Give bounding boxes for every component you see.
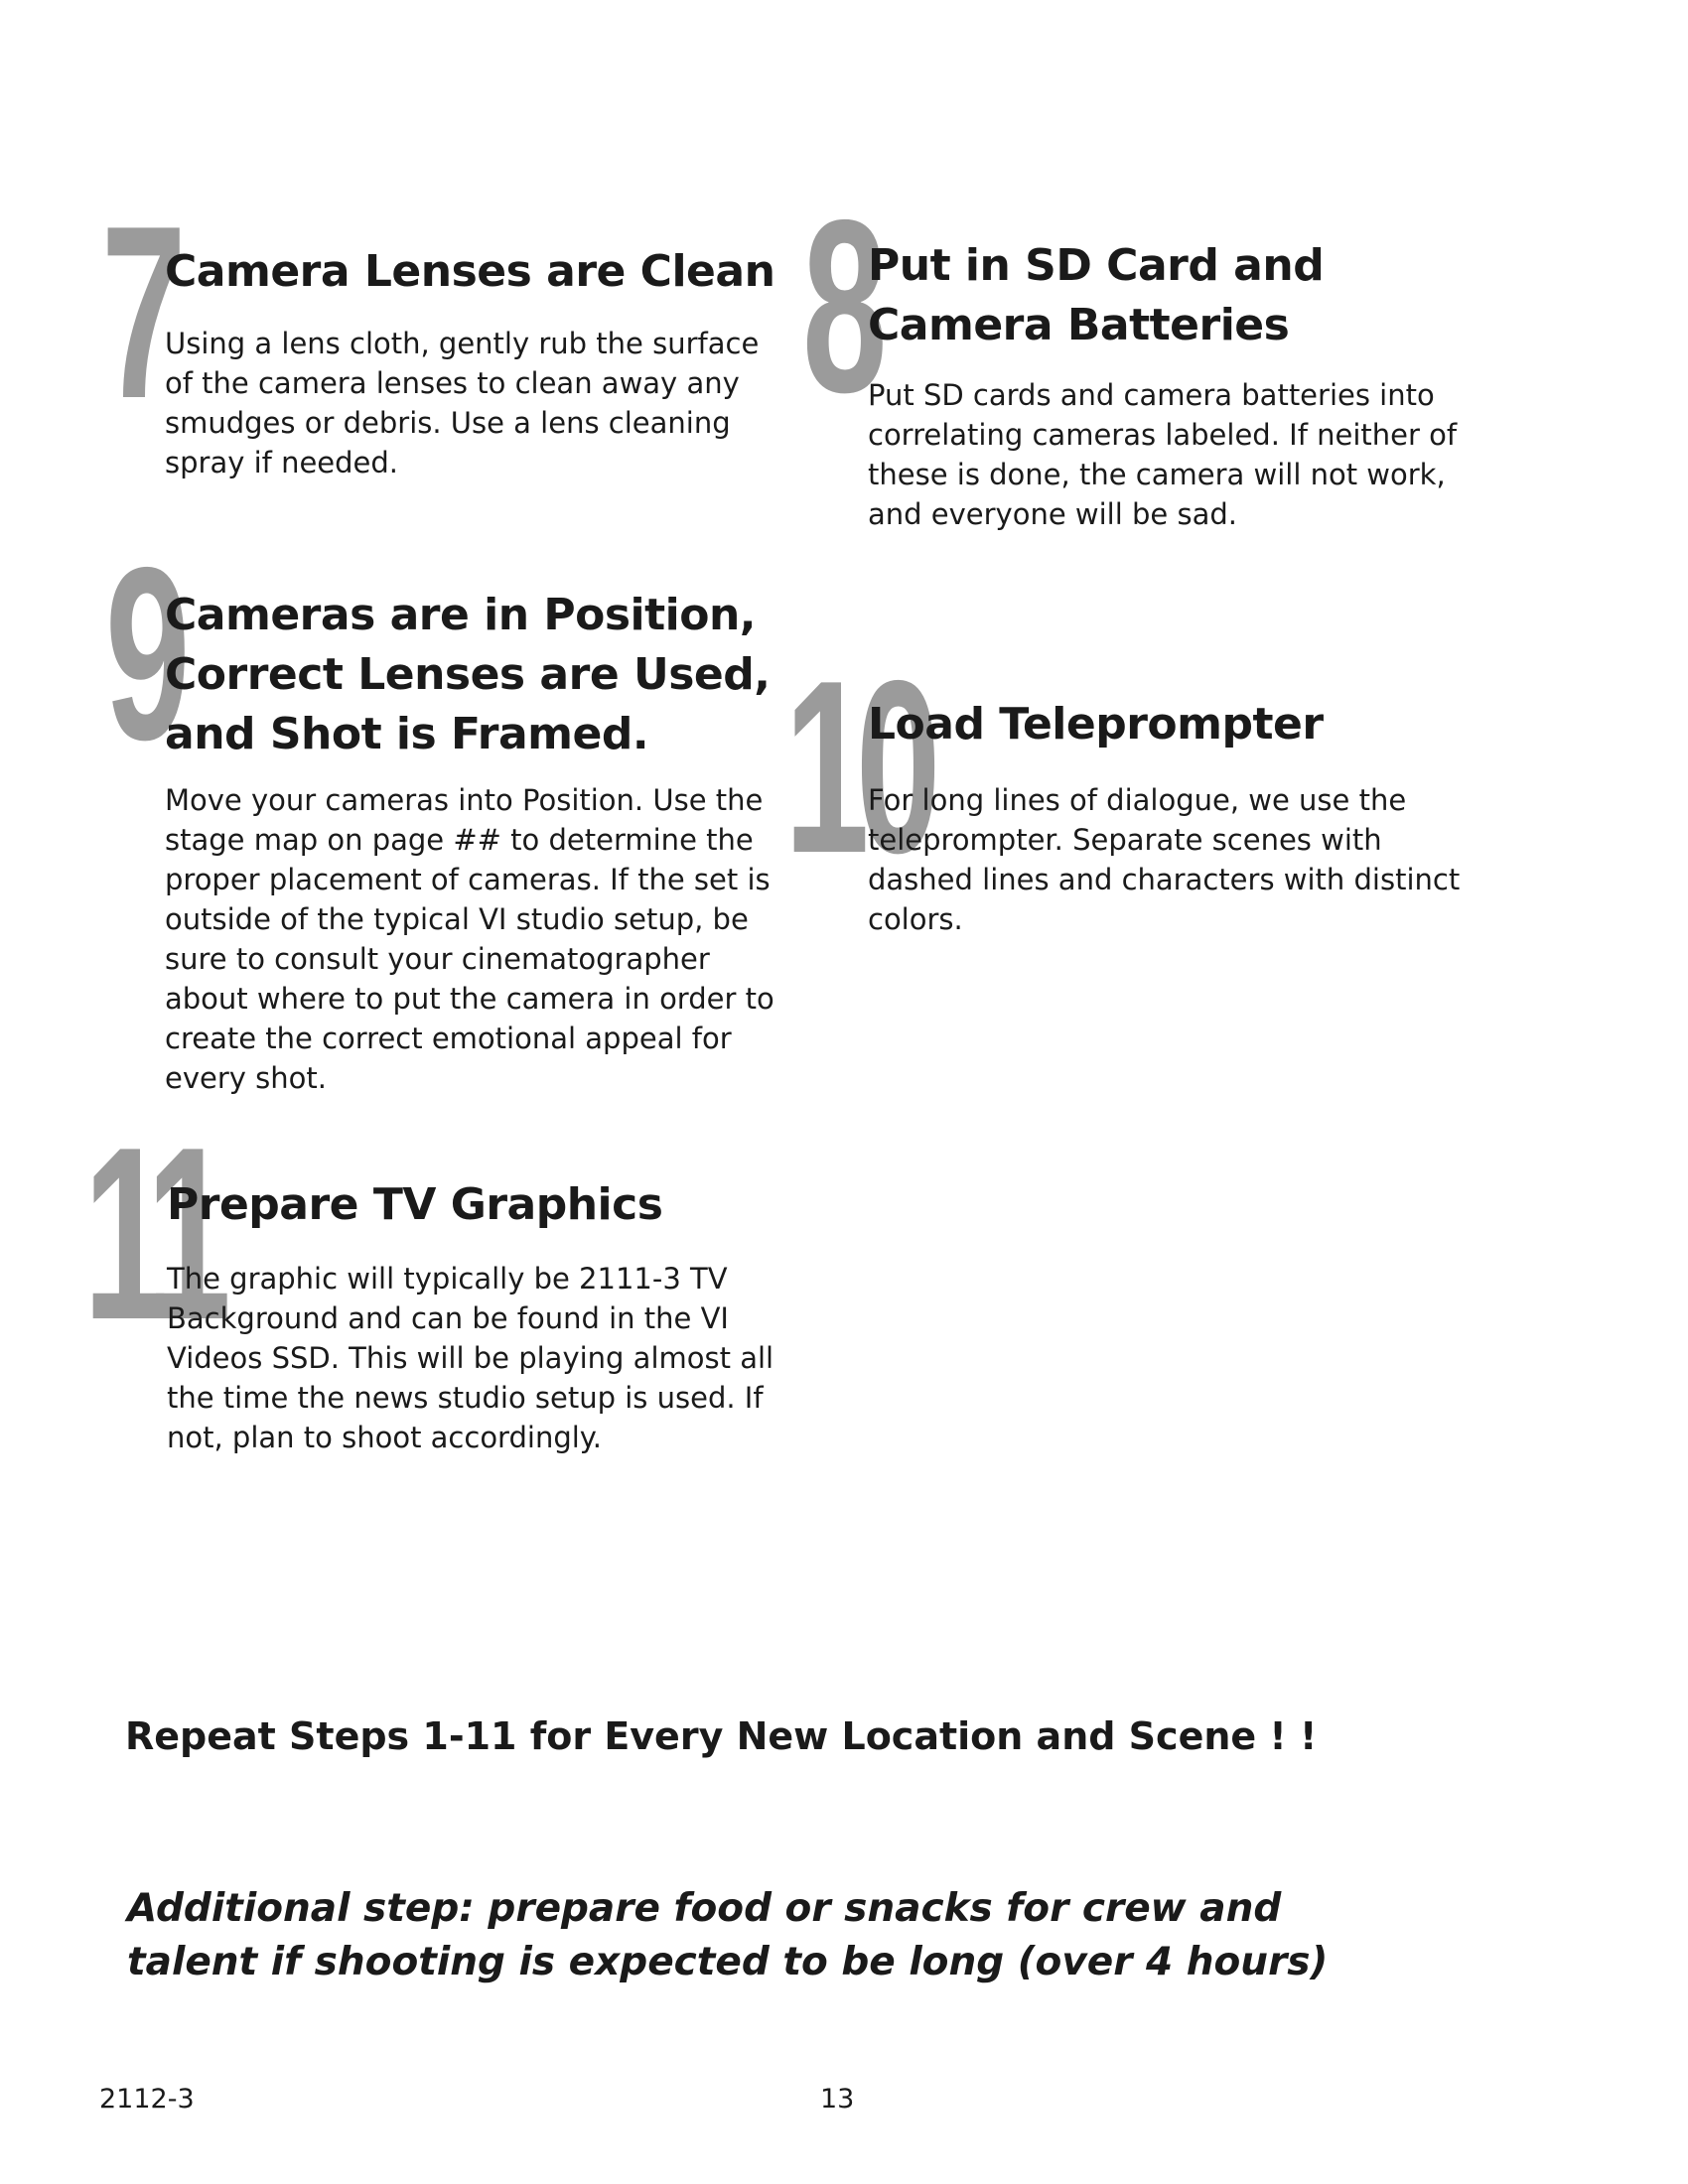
repeat-steps-note: Repeat Steps 1-11 for Every New Location and Scene ! ! <box>125 1714 1318 1758</box>
step-8-body: Put SD cards and camera batteries into correlating cameras labeled. If neither of these is done, the camera will not work, and everyone will be sad. <box>868 378 1458 531</box>
step-8-number: 8 <box>802 168 874 444</box>
step-9-body: Move your cameras into Position. Use the stage map on page ## to determine the proper placement of cameras. If the set is outside of the typical VI studio setup, be sure to consult your cinematographer about where to put the camera in order to create the correct emotional appeal for every shot. <box>165 783 774 1095</box>
step-11-title: Prepare TV Graphics <box>167 1179 663 1230</box>
footer-doc-id: 2112-3 <box>99 2084 195 2115</box>
additional-step-note: Additional step: prepare food or snacks for crew and talent if shooting is expected to be long (over 4 hours) <box>127 1886 1329 1984</box>
step-9-number: 9 <box>105 515 177 791</box>
step-8-title: Put in SD Card and Camera Batteries <box>868 240 1325 350</box>
step-7-body: Using a lens cloth, gently rub the surface of the camera lenses to clean away any smudges or debris. Use a lens cleaning spray if needed. <box>165 327 760 479</box>
step-10-body: For long lines of dialogue, we use the teleprompter. Separate scenes with dashed lines and characters with distinct colors. <box>868 783 1461 936</box>
step-11-number: 11 <box>83 1095 218 1371</box>
step-9-title: Cameras are in Position, Correct Lenses are Used, and Shot is Framed. <box>165 590 771 759</box>
step-11-body: The graphic will typically be 2111-3 TV Background and can be found in the VI Videos SSD. This will be playing almost all the time the news studio setup is used. If not, plan to shoot accordingly. <box>167 1262 774 1454</box>
step-7-title: Camera Lenses are Clean <box>165 246 775 297</box>
step-10-number: 10 <box>784 628 927 904</box>
step-10-title: Load Teleprompter <box>868 699 1324 750</box>
footer-page-number: 13 <box>820 2084 855 2115</box>
step-7-number: 7 <box>101 174 173 450</box>
